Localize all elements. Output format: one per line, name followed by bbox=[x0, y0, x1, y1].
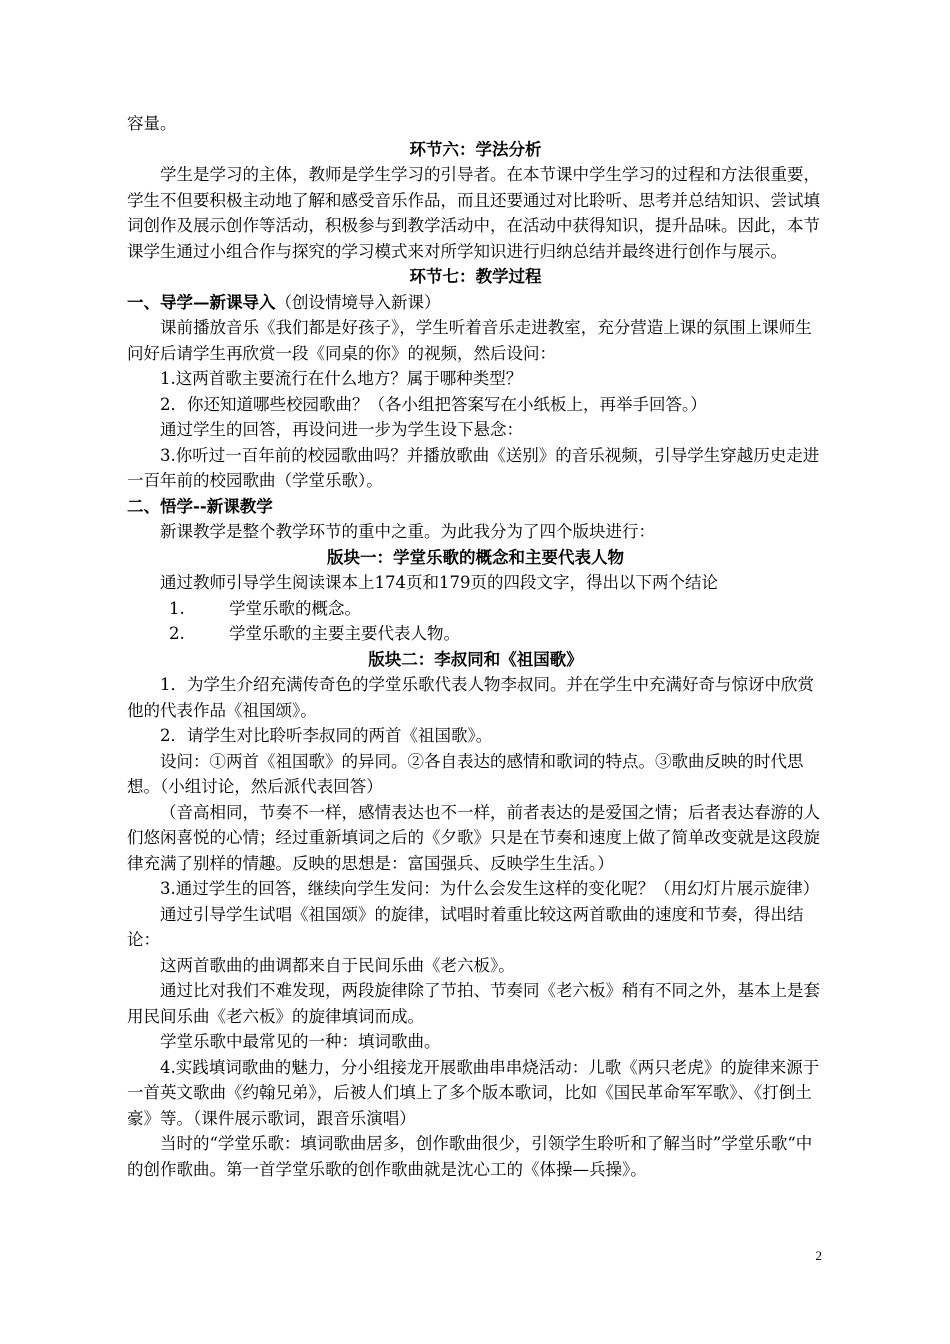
paragraph: 1．为学生介绍充满传奇色的学堂乐歌代表人物李叔同。并在学生中充满好奇与惊讶中欣赏他的代表作品《祖国颂》。 bbox=[127, 675, 814, 720]
paragraph: （音高相同，节奏不一样，感情表达也不一样，前者表达的是爱国之情；后者表达春游的人们悠闲喜悦的心情；经过重新填词之后的《夕歌》只是在节奏和速度上做了简单改变就是这段旋律充满了别样的情趣。反映的思想是：富国强兵、反映学生生活。） bbox=[127, 802, 820, 873]
page-number: 2 bbox=[815, 1248, 822, 1263]
numbered-item bbox=[127, 621, 824, 647]
item-text: 学堂乐歌的概念。 bbox=[229, 598, 361, 618]
paragraph: 2．请学生对比聆听李叔同的两首《祖国歌》。 bbox=[160, 726, 493, 745]
paragraph: 通过比对我们不难发现，两段旋律除了节拍、节奏同《老六板》稍有不同之外，基本上是套用民间乐曲《老六板》的旋律填词而成。 bbox=[127, 981, 820, 1026]
paragraph: 学堂乐歌中最常见的一种：填词歌曲。 bbox=[160, 1032, 441, 1051]
section-heading: 环节六：学法分析 bbox=[409, 139, 542, 159]
paragraph: 课前播放音乐《我们都是好孩子》，学生听着音乐走进教室，充分营造上课的氛围上课师生问好后请学生再欣赏一段《同桌的你》的视频，然后设问： bbox=[127, 318, 812, 363]
document-body bbox=[127, 111, 824, 1182]
paragraph: 2．你还知道哪些校园歌曲？（各小组把答案写在小纸板上，再举手回答。） bbox=[160, 394, 707, 414]
paragraph: 新课教学是整个教学环节的重中之重。为此我分为了四个版块进行： bbox=[160, 522, 655, 541]
item-number: 1. bbox=[169, 598, 185, 618]
paragraph: 学生是学习的主体，教师是学生学习的引导者。在本节课中学生学习的过程和方法很重要，学生不但要积极主动地了解和感受音乐作品，而且还要通过对比聆听、思考并总结知识、尝试填词创作及展示创作等活动，积极参与到教学活动中，在活动中获得知识，提升品味。因此，本节课学生通过小组合作与探究的学习模式来对所学知识进行归纳总结并最终进行创作与展示。 bbox=[127, 165, 820, 261]
paragraph: 通过学生的回答，再设问进一步为学生设下悬念： bbox=[160, 420, 523, 439]
block-heading: 版块二：李叔同和《祖国歌》 bbox=[368, 649, 583, 669]
paragraph: 通过引导学生试唱《祖国颂》的旋律，试唱时着重比较这两首歌曲的速度和节奏，得出结论： bbox=[127, 904, 804, 949]
item-number: 2. bbox=[169, 624, 185, 643]
subsection-heading bbox=[127, 290, 824, 316]
subsection-title: 二、悟学--新课教学 bbox=[127, 496, 273, 516]
paragraph: 设问：①两首《祖国歌》的异同。②各自表达的感情和歌词的特点。③歌曲反映的时代思想。（小组讨论，然后派代表回答） bbox=[127, 751, 804, 796]
numbered-item bbox=[127, 596, 824, 622]
paragraph: 4.实践填词歌曲的魅力，分小组接龙开展歌曲串串烧活动：儿歌《两只老虎》的旋律来源于一首英文歌曲《约翰兄弟》，后被人们填上了多个版本歌词，比如《国民革命军军歌》、《打倒土豪》等。（课件展示歌词，跟音乐演唱） bbox=[127, 1057, 820, 1128]
paragraph: 这两首歌曲的曲调都来自于民间乐曲《老六板》。 bbox=[160, 955, 515, 975]
item-text: 学堂乐歌的主要主要代表人物。 bbox=[229, 624, 460, 643]
paragraph: 1.这两首歌主要流行在什么地方？属于哪种类型？ bbox=[160, 369, 523, 388]
paragraph: 当时的“学堂乐歌：填词歌曲居多，创作歌曲很少，引领学生聆听和了解当时”学堂乐歌“中的创作歌曲。第一首学堂乐歌的创作歌曲就是沈心工的《体操—兵操》。 bbox=[127, 1134, 813, 1179]
paragraph: 3.你听过一百年前的校园歌曲吗？并播放歌曲《送别》的音乐视频，引导学生穿越历史走进一百年前的校园歌曲（学堂乐歌）。 bbox=[127, 445, 820, 490]
paragraph: 容量。 bbox=[127, 114, 177, 133]
subsection-note: （创设情境导入新课） bbox=[275, 292, 441, 312]
section-heading: 环节七：教学过程 bbox=[409, 267, 542, 286]
subsection-heading bbox=[127, 494, 824, 520]
block-heading: 版块一：学堂乐歌的概念和主要代表人物 bbox=[327, 547, 624, 567]
subsection-title: 一、导学—新课导入 bbox=[127, 292, 276, 312]
paragraph: 3.通过学生的回答，继续向学生发问：为什么会发生这样的变化呢？（用幻灯片展示旋律） bbox=[160, 879, 820, 898]
paragraph: 通过教师引导学生阅读课本上174页和179页的四段文字，得出以下两个结论 bbox=[160, 573, 718, 592]
